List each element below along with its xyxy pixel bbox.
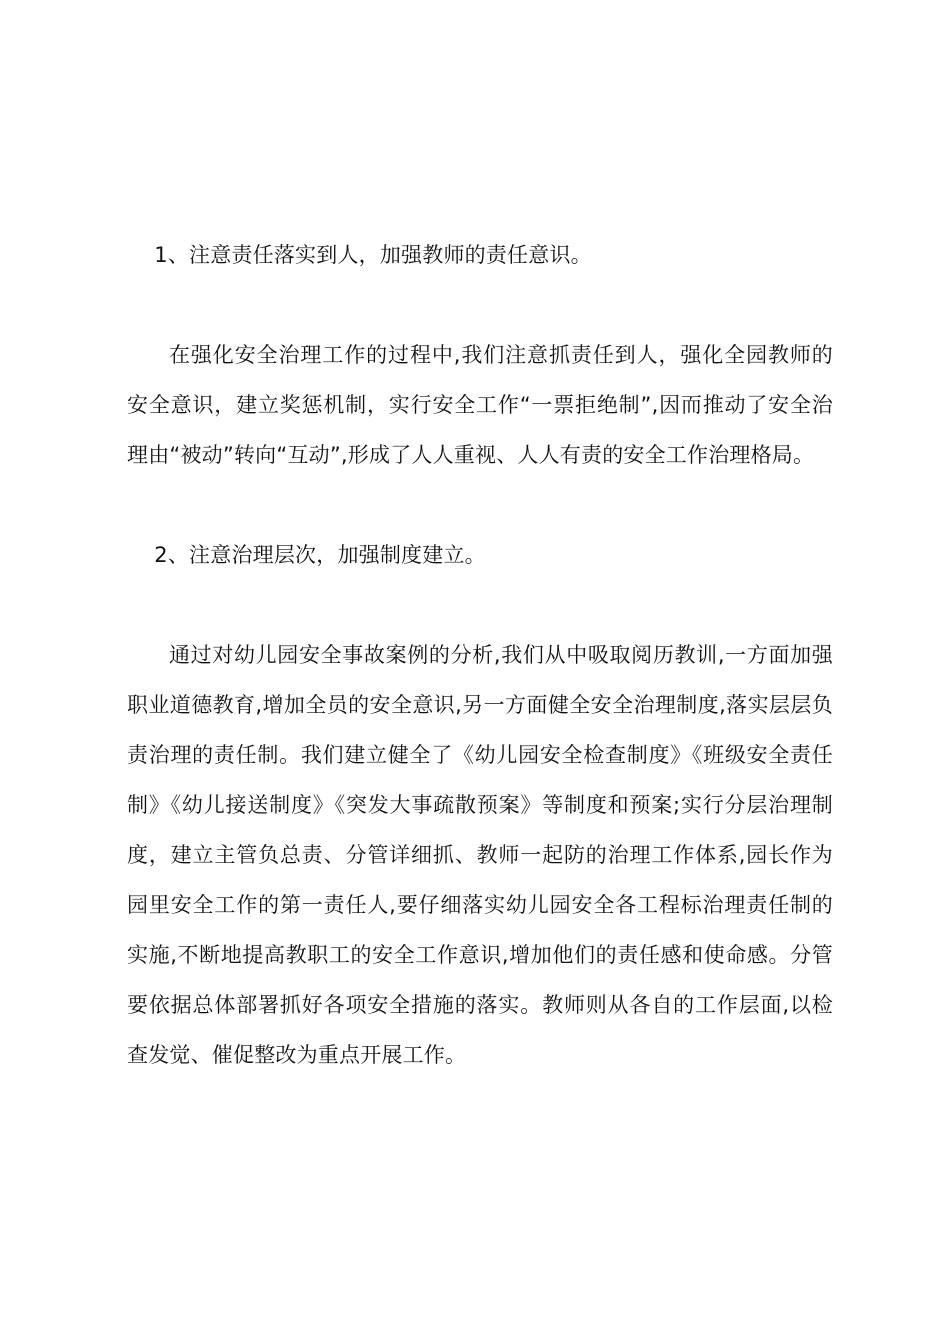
spacer bbox=[127, 280, 833, 330]
section-2-heading: 2、注意治理层次，加强制度建立。 bbox=[154, 543, 486, 567]
spacer bbox=[127, 480, 833, 530]
section-1-paragraph: 在强化安全治理工作的过程中,我们注意抓责任到人，强化全园教师的安全意识，建立奖惩机制，实行安全工作“一票拒绝制”,因而推动了安全治理由“被动”转向“互动”,形成了人人重视、人人有责的安全工作治理格局。 bbox=[127, 343, 833, 467]
document-body bbox=[127, 230, 833, 1080]
section-2-paragraph: 通过对幼儿园安全事故案例的分析,我们从中吸取阅历教训,一方面加强职业道德教育,增加全员的安全意识,另一方面健全安全治理制度,落实层层负责治理的责任制。我们建立健全了《幼儿园安全检查制度》《班级安全责任制》《幼儿接送制度》《突发大事疏散预案》等制度和预案;实行分层治理制度，建立主管负总责、分管详细抓、教师一起防的治理工作体系,园长作为园里安全工作的第一责任人,要仔细落实幼儿园安全各工程标治理责任制的实施,不断地提高教职工的安全工作意识,增加他们的责任感和使命感。分管要依据总体部署抓好各项安全措施的落实。教师则从各自的工作层面,以检查发觉、催促整改为重点开展工作。 bbox=[127, 643, 833, 1067]
spacer bbox=[127, 580, 833, 630]
section-1-heading: 1、注意责任落实到人，加强教师的责任意识。 bbox=[154, 243, 592, 267]
